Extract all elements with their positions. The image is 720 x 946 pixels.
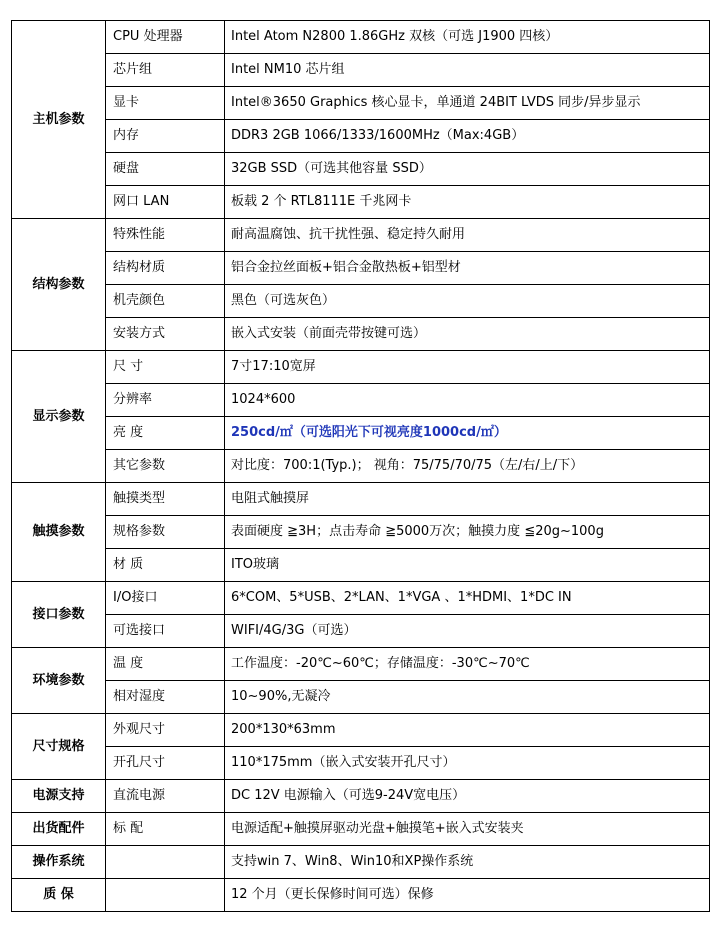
spec-value: 嵌入式安装（前面壳带按键可选） <box>225 318 710 351</box>
spec-value: 110*175mm（嵌入式安装开孔尺寸） <box>225 747 710 780</box>
spec-value: 6*COM、5*USB、2*LAN、1*VGA 、1*HDMI、1*DC IN <box>225 582 710 615</box>
table-row <box>12 186 710 219</box>
spec-value: Intel NM10 芯片组 <box>225 54 710 87</box>
spec-value: 铝合金拉丝面板+铝合金散热板+铝型材 <box>225 252 710 285</box>
spec-label: 可选接口 <box>106 615 225 648</box>
spec-label: 硬盘 <box>106 153 225 186</box>
spec-label: 分辨率 <box>106 384 225 417</box>
section-category: 主机参数 <box>12 21 106 219</box>
spec-value: 32GB SSD（可选其他容量 SSD） <box>225 153 710 186</box>
section-category: 尺寸规格 <box>12 714 106 780</box>
table-row <box>12 582 710 615</box>
table-row <box>12 483 710 516</box>
section-category: 触摸参数 <box>12 483 106 582</box>
spec-table <box>11 20 710 912</box>
table-row <box>12 87 710 120</box>
spec-value: 1024*600 <box>225 384 710 417</box>
section-category: 显示参数 <box>12 351 106 483</box>
section-category: 电源支持 <box>12 780 106 813</box>
spec-value: 250cd/㎡（可选阳光下可视亮度1000cd/㎡） <box>225 417 710 450</box>
spec-label: 规格参数 <box>106 516 225 549</box>
spec-value: 200*130*63mm <box>225 714 710 747</box>
spec-label: 直流电源 <box>106 780 225 813</box>
spec-value: 表面硬度 ≧3H；点击寿命 ≧5000万次；触摸力度 ≦20g~100g <box>225 516 710 549</box>
spec-value: DDR3 2GB 1066/1333/1600MHz（Max:4GB） <box>225 120 710 153</box>
table-row <box>12 285 710 318</box>
table-row <box>12 120 710 153</box>
spec-value: Intel Atom N2800 1.86GHz 双核（可选 J1900 四核） <box>225 21 710 54</box>
section-category: 环境参数 <box>12 648 106 714</box>
table-row <box>12 615 710 648</box>
table-row <box>12 351 710 384</box>
spec-value: 12 个月（更长保修时间可选）保修 <box>225 879 710 912</box>
spec-value: ITO玻璃 <box>225 549 710 582</box>
table-row <box>12 417 710 450</box>
table-row <box>12 813 710 846</box>
spec-label: 特殊性能 <box>106 219 225 252</box>
spec-value: 7寸17:10宽屏 <box>225 351 710 384</box>
spec-label <box>106 879 225 912</box>
spec-value: 支持win 7、Win8、Win10和XP操作系统 <box>225 846 710 879</box>
section-category: 质 保 <box>12 879 106 912</box>
section-category: 操作系统 <box>12 846 106 879</box>
spec-label: 相对湿度 <box>106 681 225 714</box>
spec-label: 标 配 <box>106 813 225 846</box>
spec-label: 其它参数 <box>106 450 225 483</box>
table-row <box>12 318 710 351</box>
table-row <box>12 846 710 879</box>
table-row <box>12 747 710 780</box>
spec-label: 内存 <box>106 120 225 153</box>
spec-value: DC 12V 电源输入（可选9-24V宽电压） <box>225 780 710 813</box>
spec-value: 电源适配+触摸屏驱动光盘+触摸笔+嵌入式安装夹 <box>225 813 710 846</box>
spec-label: 安装方式 <box>106 318 225 351</box>
spec-value: 黑色（可选灰色） <box>225 285 710 318</box>
table-row <box>12 153 710 186</box>
table-row <box>12 219 710 252</box>
spec-label: 材 质 <box>106 549 225 582</box>
table-row <box>12 252 710 285</box>
spec-value: 10~90%,无凝冷 <box>225 681 710 714</box>
spec-value: Intel®3650 Graphics 核心显卡，单通道 24BIT LVDS 同步/异步显示 <box>225 87 710 120</box>
table-row <box>12 780 710 813</box>
spec-label: 尺 寸 <box>106 351 225 384</box>
spec-table-body <box>12 21 710 912</box>
table-row <box>12 549 710 582</box>
spec-label: 网口 LAN <box>106 186 225 219</box>
spec-label: 显卡 <box>106 87 225 120</box>
spec-label: 外观尺寸 <box>106 714 225 747</box>
spec-label: 结构材质 <box>106 252 225 285</box>
table-row <box>12 714 710 747</box>
spec-label <box>106 846 225 879</box>
spec-label: 亮 度 <box>106 417 225 450</box>
spec-value: 板载 2 个 RTL8111E 千兆网卡 <box>225 186 710 219</box>
table-row <box>12 450 710 483</box>
spec-label: 机壳颜色 <box>106 285 225 318</box>
section-category: 结构参数 <box>12 219 106 351</box>
spec-label: 芯片组 <box>106 54 225 87</box>
table-row <box>12 681 710 714</box>
section-category: 接口参数 <box>12 582 106 648</box>
table-row <box>12 516 710 549</box>
table-row <box>12 384 710 417</box>
spec-label: CPU 处理器 <box>106 21 225 54</box>
table-row <box>12 879 710 912</box>
spec-label: 开孔尺寸 <box>106 747 225 780</box>
table-row <box>12 648 710 681</box>
spec-value: WIFI/4G/3G（可选） <box>225 615 710 648</box>
spec-label: I/O接口 <box>106 582 225 615</box>
spec-value: 电阻式触摸屏 <box>225 483 710 516</box>
section-category: 出货配件 <box>12 813 106 846</box>
spec-label: 触摸类型 <box>106 483 225 516</box>
spec-value: 工作温度：-20℃~60℃；存储温度：-30℃~70℃ <box>225 648 710 681</box>
spec-value: 对比度：700:1(Typ.)； 视角：75/75/70/75（左/右/上/下） <box>225 450 710 483</box>
table-row <box>12 21 710 54</box>
spec-value: 耐高温腐蚀、抗干扰性强、稳定持久耐用 <box>225 219 710 252</box>
spec-label: 温 度 <box>106 648 225 681</box>
table-row <box>12 54 710 87</box>
